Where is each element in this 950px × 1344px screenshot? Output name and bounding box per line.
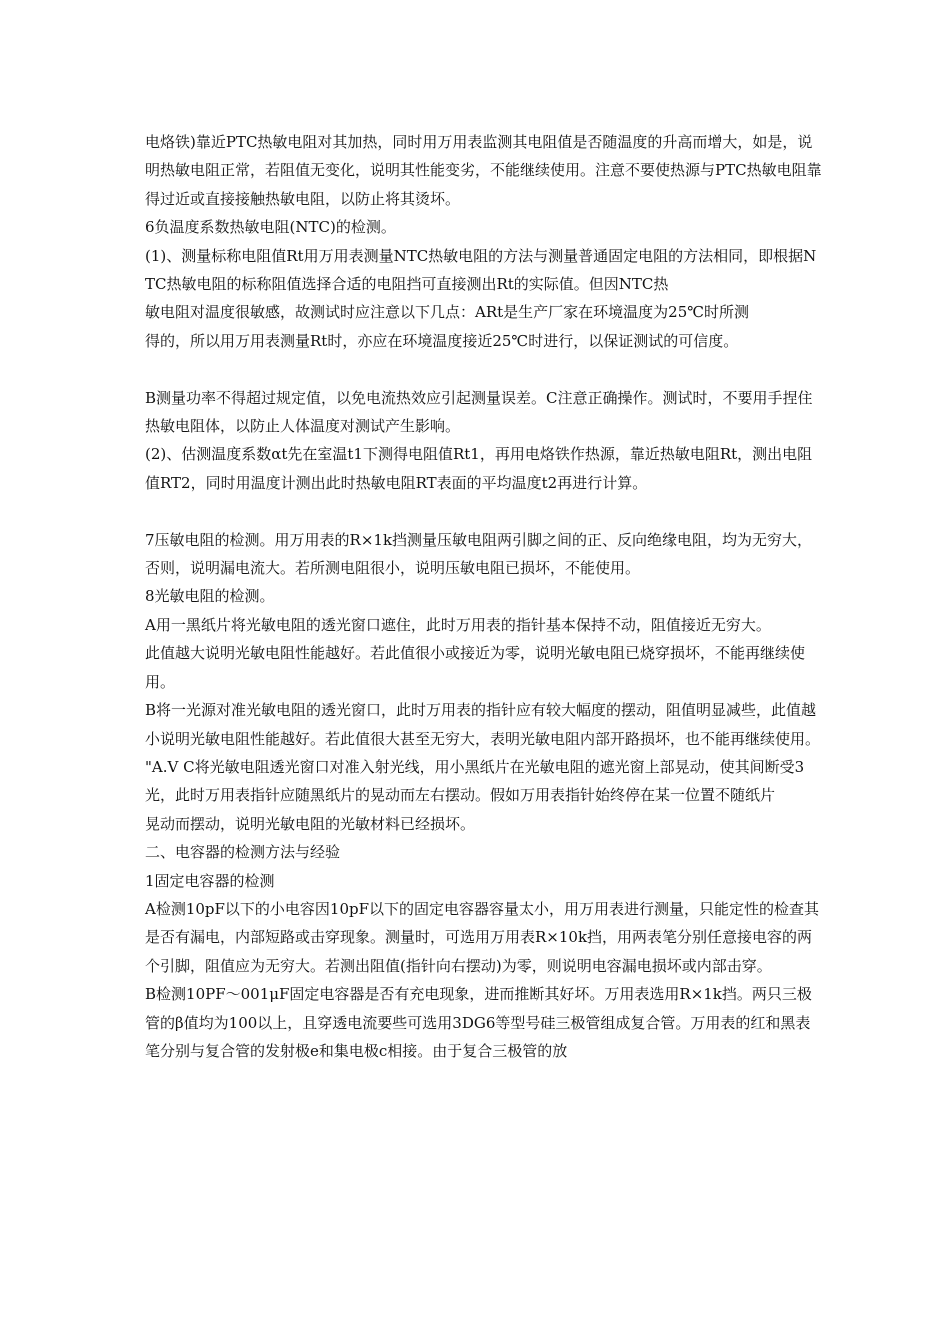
blank-line [145, 355, 825, 383]
paragraph: 此值越大说明光敏电阻性能越好。若此值很小或接近为零，说明光敏电阻已烧穿损坏，不能再继续使用。 [145, 644, 806, 691]
section-heading-capacitor: 二、电容器的检测方法与经验 [145, 843, 341, 862]
paragraph: (2)、估测温度系数αt先在室温t1下测得电阻值Rt1，再用电烙铁作热源，靠近热敏电阻Rt，测出电阻值RT2，同时用温度计测出此时热敏电阻RT表面的平均温度t2再进行计算。 [145, 445, 813, 492]
paragraph: 7压敏电阻的检测。用万用表的R×1k挡测量压敏电阻两引脚之间的正、反向绝缘电阻，均为无穷大，否则，说明漏电流大。若所测电阻很小，说明压敏电阻已损坏，不能使用。 [145, 530, 813, 578]
section-heading-photoresistor: 8光敏电阻的检测。 [145, 587, 275, 606]
subsection-heading-fixed-capacitor: 1固定电容器的检测 [145, 871, 275, 890]
section-heading-ntc: 6负温度系数热敏电阻(NTC)的检测。 [145, 218, 396, 237]
paragraph: A检测10pF以下的小电容因10pF以下的固定电容器容量太小，用万用表进行测量，只能定性的检查其是否有漏电，内部短路或击穿现象。测量时，可选用万用表R×10k挡，用两表笔分别任意接电容的两个引脚，阻值应为无穷大。若测出阻值(指针向右摆动)为零，则说明电容漏电损坏或内部击穿。 [145, 899, 820, 975]
blank-line [145, 497, 825, 525]
paragraph: B检测10PF～001μF固定电容器是否有充电现象，进而推断其好坏。万用表选用R×1k挡。两只三极管的β值均为100以上，且穿透电流要些可选用3DG6等型号硅三极管组成复合管。万用表的红和黑表笔分别与复合管的发射极e和集电极c相接。由于复合三极管的放 [145, 985, 812, 1060]
paragraph: 电烙铁)靠近PTC热敏电阻对其加热，同时用万用表监测其电阻值是否随温度的升高而增大，如是，说明热敏电阻正常，若阻值无变化，说明其性能变劣，不能继续使用。注意不要使热源与PTC热敏电阻靠得过近或直接接触热敏电阻，以防止将其烫坏。 [145, 133, 822, 208]
paragraph: B将一光源对准光敏电阻的透光窗口，此时万用表的指针应有较大幅度的摆动，阻值明显减些，此值越小说明光敏电阻性能越好。若此值很大甚至无穷大，表明光敏电阻内部开路损坏，也不能再继续使用。 "A.V C将光敏电阻透光窗口对准入射光线，用小黑纸片在光敏电阻的遮光窗上部晃动，使其间断受3光，此时万用表指针应随黑纸片的晃动而左右摆动。假如万用表指针始终停在某一位置不随纸片 [145, 701, 821, 805]
paragraph: A用一黑纸片将光敏电阻的透光窗口遮住，此时万用表的指针基本保持不动，阻值接近无穷大。 [145, 615, 771, 634]
paragraph: 得的，所以用万用表测量Rt时，亦应在环境温度接近25℃时进行，以保证测试的可信度。 [145, 331, 739, 350]
paragraph: (1)、测量标称电阻值Rt用万用表测量NTC热敏电阻的方法与测量普通固定电阻的方法相同，即根据NTC热敏电阻的标称阻值选择合适的电阻挡可直接测出Rt的实际值。但因NTC热 [145, 246, 817, 294]
paragraph: B测量功率不得超过规定值，以免电流热效应引起测量误差。C注意正确操作。测试时，不要用手捏住热敏电阻体，以防止人体温度对测试产生影响。 [145, 388, 813, 436]
paragraph: 敏电阻对温度很敏感，故测试时应注意以下几点：ARt是生产厂家在环境温度为25℃时所测 [145, 303, 750, 322]
document-body [145, 128, 825, 1065]
paragraph: 晃动而摆动，说明光敏电阻的光敏材料已经损坏。 [145, 814, 476, 833]
